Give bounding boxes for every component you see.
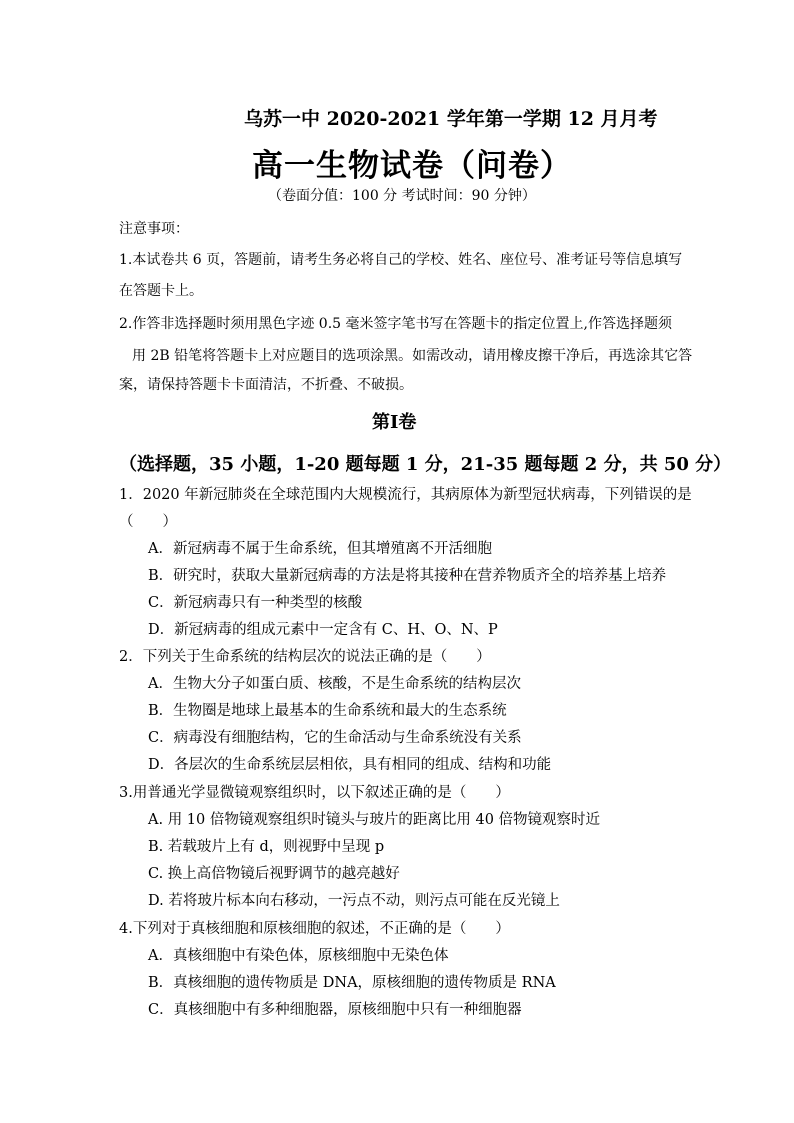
- question-3-option-c: C. 换上高倍物镜后视野调节的越亮越好: [148, 866, 400, 882]
- question-1-stem: 1．2020 年新冠肺炎在全球范围内大规模流行，其病原体为新型冠状病毒，下列错误的是: [119, 487, 692, 503]
- question-2-stem: 2．下列关于生命系统的结构层次的说法正确的是（ ）: [119, 649, 491, 665]
- note-1-line-1: 1.本试卷共 6 页，答题前，请考生务必将自己的学校、姓名、座位号、准考证号等信息填写: [119, 252, 683, 268]
- school-exam-line: 乌苏一中 2020-2021 学年第一学期 12 月月考: [244, 108, 658, 130]
- question-1-option-c: C．新冠病毒只有一种类型的核酸: [148, 595, 363, 611]
- question-1-stem-bracket: （ ）: [119, 514, 177, 530]
- question-4-option-a: A．真核细胞中有染色体，原核细胞中无染色体: [148, 948, 449, 964]
- question-3-option-d: D. 若将玻片标本向右移动，一污点不动，则污点可能在反光镜上: [148, 893, 560, 909]
- page-title: 高一生物试卷（问卷）: [252, 148, 572, 184]
- question-3-stem: 3.用普通光学显微镜观察组织时，以下叙述正确的是（ ）: [119, 785, 510, 801]
- question-4-option-c: C．真核细胞中有多种细胞器，原核细胞中只有一种细胞器: [148, 1002, 522, 1018]
- question-3-option-a: A. 用 10 倍物镜观察组织时镜头与玻片的距离比用 40 倍物镜观察时近: [148, 812, 601, 828]
- question-1-option-d: D．新冠病毒的组成元素中一定含有 C、H、O、N、P: [148, 622, 498, 638]
- section-title: 第Ⅰ卷: [372, 412, 417, 433]
- question-2-option-b: B．生物圈是地球上最基本的生命系统和最大的生态系统: [148, 703, 507, 719]
- question-3-option-b: B. 若载玻片上有 d，则视野中呈现 p: [148, 839, 385, 855]
- note-2-line-2: 用 2B 铅笔将答题卡上对应题目的选项涂黑。如需改动，请用橡皮擦干净后，再选涂其它答: [132, 348, 693, 364]
- question-4-stem: 4.下列对于真核细胞和原核细胞的叙述，不正确的是（ ）: [119, 921, 510, 937]
- note-2-line-3: 案，请保持答题卡卡面清洁，不折叠、不破损。: [119, 377, 413, 393]
- notes-heading: 注意事项：: [119, 221, 189, 237]
- question-2-option-d: D．各层次的生命系统层层相依，具有相同的组成、结构和功能: [148, 757, 552, 773]
- section-note: （选择题，35 小题，1-20 题每题 1 分，21-35 题每题 2 分，共 50 分）: [119, 454, 732, 475]
- question-1-option-a: A．新冠病毒不属于生命系统，但其增殖离不开活细胞: [148, 541, 492, 557]
- exam-meta: （卷面分值：100 分 考试时间：90 分钟）: [268, 188, 536, 204]
- question-2-option-a: A．生物大分子如蛋白质、核酸，不是生命系统的结构层次: [148, 676, 521, 692]
- note-1-line-2: 在答题卡上。: [119, 283, 203, 299]
- question-1-option-b: B．研究时，获取大量新冠病毒的方法是将其接种在营养物质齐全的培养基上培养: [148, 568, 667, 584]
- note-2-line-1: 2.作答非选择题时须用黑色字迹 0.5 毫米签字笔书写在答题卡的指定位置上,作答选择题须: [119, 316, 672, 332]
- question-4-option-b: B．真核细胞的遗传物质是 DNA，原核细胞的遗传物质是 RNA: [148, 975, 556, 991]
- question-2-option-c: C．病毒没有细胞结构，它的生命活动与生命系统没有关系: [148, 730, 522, 746]
